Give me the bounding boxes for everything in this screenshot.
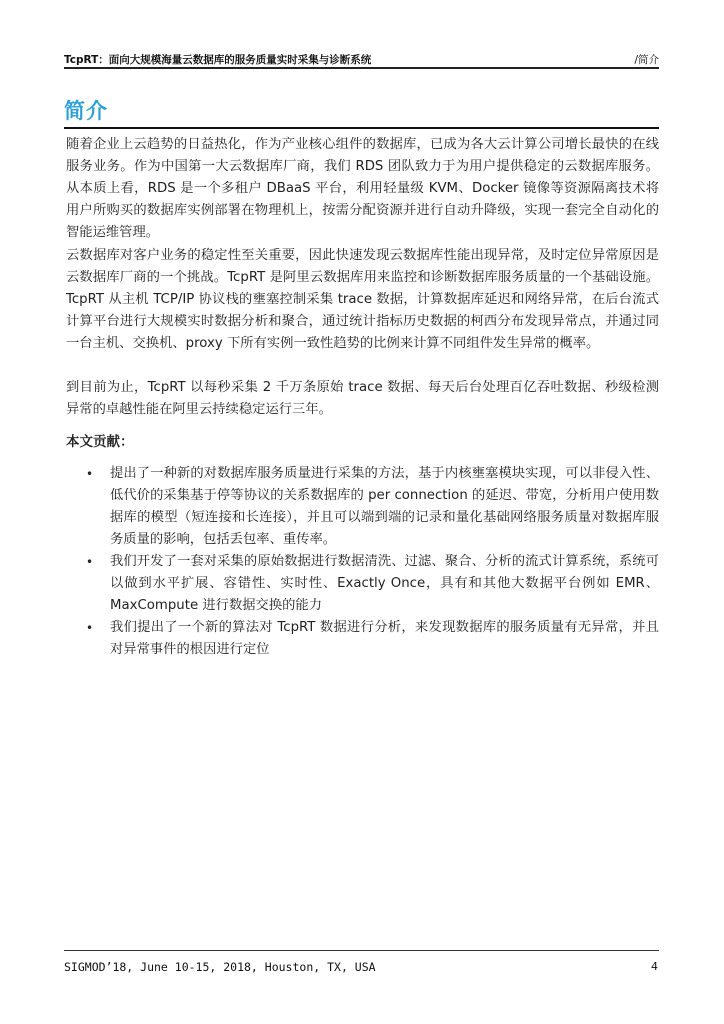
section-title: 简介 [64, 99, 108, 123]
running-header [64, 52, 659, 68]
paragraph-2: 云数据库对客户业务的稳定性至关重要，因此快速发现云数据库性能出现异常，及时定位异常原因是云数据库厂商的一个挑战。TcpRT 是阿里云数据库用来监控和诊断数据库服务质量的一个基础设施。TcpRT 从主机 TCP/IP 协议栈的壅塞控制采集 trace 数据，计算数据库延迟和网络异常，在后台流式计算平台进行大规模实时数据分析和聚合，通过统计指标历史数据的柯西分布发现异常点，并通过同一台主机、交换机、proxy 下所有实例一致性趋势的比例来计算不同组件发生异常的概率。 [66, 248, 659, 351]
list-item [86, 551, 659, 617]
list-item [86, 463, 659, 551]
list-item-text: 提出了一种新的对数据库服务质量进行采集的方法，基于内核壅塞模块实现，可以非侵入性、低代价的采集基于停等协议的关系数据库的 per connection 的延迟、带宽，分析用户使用数据库的模型（短连接和长连接），并且可以端到端的记录和量化基础网络服务质量对数据库服务质量的影响，包括丢包率、重传率。 [110, 466, 659, 547]
title-divider [64, 127, 659, 129]
header-divider [64, 67, 659, 69]
paragraph-3: 到目前为止，TcpRT 以每秒采集 2 千万条原始 trace 数据、每天后台处理百亿吞吐数据、秒级检测异常的卓越性能在阿里云持续稳定运行三年。 [66, 380, 659, 417]
bullet-icon: • [86, 621, 94, 635]
bullet-icon: • [86, 467, 94, 481]
contributions-heading: 本文贡献： [66, 434, 134, 450]
footer-venue: SIGMOD’18, June 10-15, 2018, Houston, TX, USA [64, 960, 376, 974]
bullet-icon: • [86, 555, 94, 569]
footer-divider [64, 950, 659, 951]
list-item-text: 我们开发了一套对采集的原始数据进行数据清洗、过滤、聚合、分析的流式计算系统，系统可以做到水平扩展、容错性、实时性、Exactly Once，具有和其他大数据平台例如 EMR、MaxCompute 进行数据交换的能力 [110, 554, 659, 613]
running-title: TcpRT：面向大规模海量云数据库的服务质量实时采集与诊断系统 [64, 54, 372, 66]
page-number: 4 [651, 960, 658, 973]
section-reference: /简介 [634, 54, 659, 66]
paragraph-1: 随着企业上云趋势的日益热化，作为产业核心组件的数据库，已成为各大云计算公司增长最快的在线服务业务。作为中国第一大云数据库厂商，我们 RDS 团队致力于为用户提供稳定的云数据库服务。从本质上看，RDS 是一个多租户 DBaaS 平台，利用轻量级 KVM、Docker 镜像等资源隔离技术将用户所购买的数据库实例部署在物理机上，按需分配资源并进行自动升降级，实现一套完全自动化的智能运维管理。 [66, 137, 659, 240]
list-item [86, 617, 659, 661]
contributions-list [86, 463, 659, 661]
list-item-text: 我们提出了一个新的算法对 TcpRT 数据进行分析，来发现数据库的服务质量有无异常，并且对异常事件的根因进行定位 [110, 620, 659, 657]
